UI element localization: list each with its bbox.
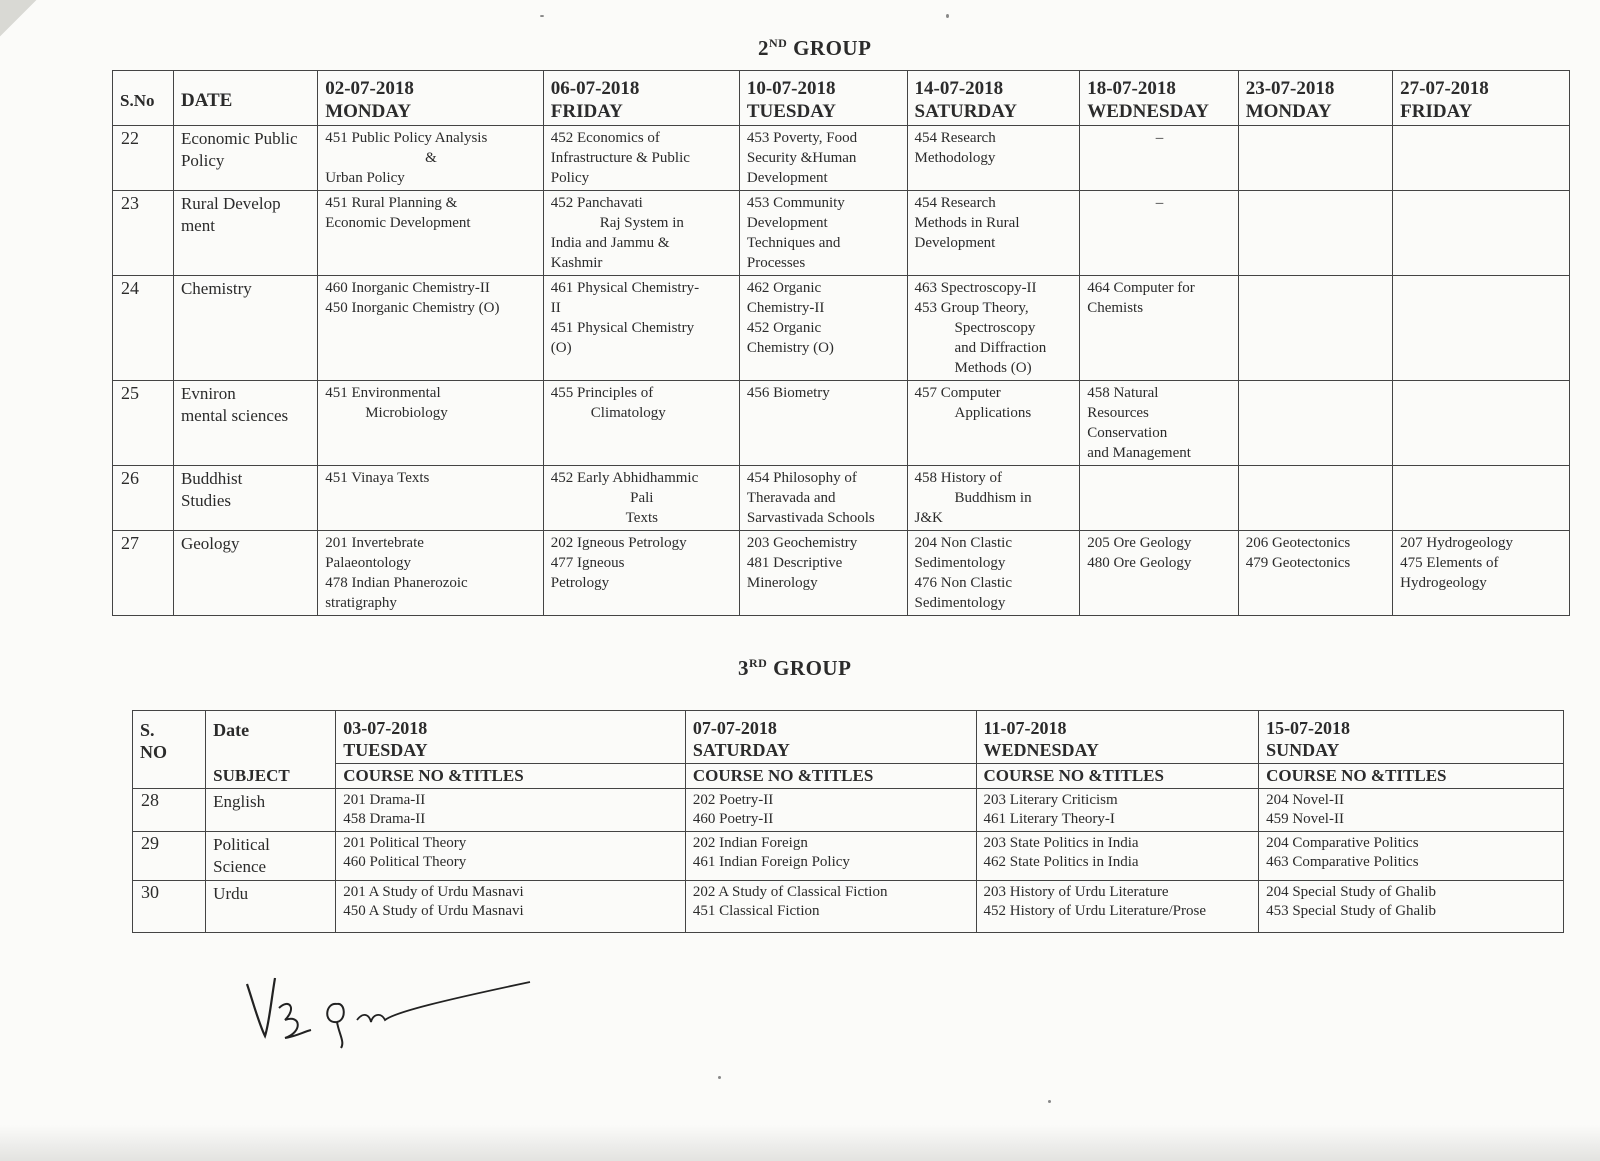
group3-schedule-table bbox=[132, 710, 1564, 933]
course-cell bbox=[1259, 881, 1564, 933]
course-cell bbox=[976, 789, 1259, 832]
cell-line: 202 Igneous Petrology bbox=[550, 535, 687, 551]
exam-day: WEDNESDAY bbox=[983, 740, 1099, 760]
course-cell bbox=[1393, 466, 1570, 531]
cell-line: Hydrogeology bbox=[1400, 575, 1487, 591]
cell-line: 461 Physical Chemistry- bbox=[550, 280, 700, 296]
cell-line: 203 Literary Criticism bbox=[983, 792, 1118, 808]
serial-number-cell: 23 bbox=[113, 191, 174, 276]
group2-title-sup: ND bbox=[769, 36, 788, 50]
cell-line: Microbiology bbox=[365, 405, 448, 421]
course-cell bbox=[739, 191, 907, 276]
cell-line: 458 Natural bbox=[1087, 385, 1159, 401]
course-cell bbox=[685, 789, 976, 832]
course-cell bbox=[336, 832, 686, 881]
exam-date: 06-07-2018 bbox=[550, 78, 640, 99]
cell-line: 460 Inorganic Chemistry-II bbox=[325, 280, 490, 296]
cell-line: Conservation bbox=[1087, 425, 1168, 441]
cell-line: Urban Policy bbox=[325, 170, 405, 186]
table-row bbox=[133, 832, 1564, 881]
exam-date: 02-07-2018 bbox=[325, 78, 414, 99]
serial-number-cell: 22 bbox=[113, 126, 174, 191]
course-cell bbox=[739, 276, 907, 381]
subject-cell bbox=[173, 381, 317, 466]
cell-line: 475 Elements of bbox=[1400, 555, 1499, 571]
serial-number-cell: 25 bbox=[113, 381, 174, 466]
cell-line: Chemistry (O) bbox=[746, 340, 834, 356]
subject-cell bbox=[173, 276, 317, 381]
exam-date-header bbox=[1238, 71, 1392, 126]
cell-line: Economic Public bbox=[180, 129, 298, 148]
cell-line: II bbox=[550, 300, 561, 316]
cell-line: 453 Poverty, Food bbox=[746, 130, 858, 146]
course-cell bbox=[976, 881, 1259, 933]
date-header: Date bbox=[206, 711, 336, 764]
cell-line: 201 Invertebrate bbox=[325, 535, 424, 551]
scan-speck bbox=[718, 1076, 721, 1079]
cell-line: 204 Comparative Politics bbox=[1266, 835, 1419, 851]
cell-line: 450 Inorganic Chemistry (O) bbox=[325, 300, 500, 316]
course-cell bbox=[739, 126, 907, 191]
exam-date-header bbox=[543, 71, 739, 126]
cell-line: Applications bbox=[954, 405, 1032, 421]
exam-date: 15-07-2018 bbox=[1266, 718, 1351, 738]
exam-date-header bbox=[1080, 71, 1239, 126]
exam-day: SUNDAY bbox=[1266, 740, 1340, 760]
course-cell bbox=[1238, 466, 1392, 531]
cell-line: Science bbox=[213, 857, 267, 876]
course-titles-header: COURSE NO &TITLES bbox=[336, 764, 686, 789]
course-cell bbox=[1238, 126, 1392, 191]
cell-line: Security &Human bbox=[746, 150, 857, 166]
exam-date-header bbox=[685, 711, 976, 764]
cell-line: 457 Computer bbox=[914, 385, 1001, 401]
exam-day: SATURDAY bbox=[692, 740, 790, 760]
course-cell bbox=[1080, 126, 1239, 191]
cell-line: Buddhist bbox=[180, 469, 243, 488]
cell-line: 477 Igneous bbox=[550, 555, 625, 571]
course-cell bbox=[1080, 466, 1239, 531]
cell-line: 463 Comparative Politics bbox=[1266, 854, 1419, 870]
exam-date: 03-07-2018 bbox=[343, 718, 428, 738]
cell-line: Studies bbox=[180, 491, 232, 510]
exam-day: MONDAY bbox=[1245, 101, 1332, 122]
cell-line: Minerology bbox=[746, 575, 818, 591]
course-cell bbox=[318, 126, 544, 191]
subject-header: SUBJECT bbox=[206, 764, 336, 789]
course-cell bbox=[318, 191, 544, 276]
exam-date-header bbox=[976, 711, 1259, 764]
cell-line: Raj System in bbox=[599, 215, 684, 231]
cell-line: 204 Special Study of Ghalib bbox=[1266, 884, 1437, 900]
exam-day: SATURDAY bbox=[914, 101, 1017, 122]
cell-line: 462 State Politics in India bbox=[983, 854, 1139, 870]
course-cell bbox=[739, 381, 907, 466]
cell-line: 463 Spectroscopy-II bbox=[914, 280, 1037, 296]
cell-line: 459 Novel-II bbox=[1266, 811, 1344, 827]
course-cell bbox=[1259, 789, 1564, 832]
cell-line: 451 Rural Planning & bbox=[325, 195, 458, 211]
course-cell bbox=[907, 276, 1080, 381]
serial-number-cell: 24 bbox=[113, 276, 174, 381]
subject-cell bbox=[206, 789, 336, 832]
cell-line: 458 Drama-II bbox=[343, 811, 426, 827]
group2-schedule-table bbox=[112, 70, 1570, 616]
group3-title-number: 3 bbox=[738, 656, 749, 680]
cell-line: 451 Physical Chemistry bbox=[550, 320, 695, 336]
exam-date-header bbox=[739, 71, 907, 126]
cell-line: 458 History of bbox=[914, 470, 1002, 486]
cell-line: 451 Environmental bbox=[325, 385, 441, 401]
course-titles-header: COURSE NO &TITLES bbox=[1259, 764, 1564, 789]
group3-subheader-row bbox=[133, 764, 1564, 789]
course-cell bbox=[543, 276, 739, 381]
exam-day: MONDAY bbox=[325, 101, 412, 122]
cell-line: Infrastructure & Public bbox=[550, 150, 690, 166]
cell-line: Sedimentology bbox=[914, 555, 1006, 571]
group3-title-suffix: GROUP bbox=[767, 656, 852, 680]
course-cell bbox=[976, 832, 1259, 881]
cell-line: stratigraphy bbox=[325, 595, 397, 611]
subject-cell bbox=[173, 191, 317, 276]
cell-line: Chemistry bbox=[180, 279, 252, 298]
cell-line: 454 Research bbox=[914, 130, 996, 146]
cell-line: (O) bbox=[550, 340, 572, 356]
cell-line: Economic Development bbox=[325, 215, 471, 231]
cell-line: Petrology bbox=[550, 575, 610, 591]
cell-line: 480 Ore Geology bbox=[1087, 555, 1192, 571]
cell-line: 204 Non Clastic bbox=[914, 535, 1012, 551]
cell-line: 456 Biometry bbox=[746, 385, 830, 401]
scan-speck bbox=[946, 14, 949, 18]
cell-line: Sedimentology bbox=[914, 595, 1006, 611]
cell-line: 453 Group Theory, bbox=[914, 300, 1029, 316]
cell-line: 451 Vinaya Texts bbox=[325, 470, 430, 486]
subject-cell bbox=[206, 832, 336, 881]
course-cell bbox=[739, 466, 907, 531]
table-row bbox=[113, 531, 1570, 616]
cell-line: and Diffraction bbox=[954, 340, 1047, 356]
date-header: DATE bbox=[173, 71, 317, 126]
cell-line: 451 Classical Fiction bbox=[692, 903, 820, 919]
cell-line: 204 Novel-II bbox=[1266, 792, 1344, 808]
cell-line: 206 Geotectonics bbox=[1245, 535, 1351, 551]
cell-line: 453 Special Study of Ghalib bbox=[1266, 903, 1437, 919]
cell-line: 201 Political Theory bbox=[343, 835, 467, 851]
exam-date-header bbox=[318, 71, 544, 126]
course-titles-header: COURSE NO &TITLES bbox=[976, 764, 1259, 789]
cell-line: Kashmir bbox=[550, 255, 603, 271]
group3-title-sup: RD bbox=[749, 656, 768, 670]
serial-number-cell: 27 bbox=[113, 531, 174, 616]
cell-line: 452 Panchavati bbox=[550, 195, 643, 211]
exam-date: 07-07-2018 bbox=[692, 718, 777, 738]
cell-line: Methods (O) bbox=[954, 360, 1032, 376]
table-row bbox=[113, 191, 1570, 276]
cell-line: 202 A Study of Classical Fiction bbox=[692, 884, 888, 900]
cell-line: 207 Hydrogeology bbox=[1400, 535, 1514, 551]
course-cell bbox=[318, 276, 544, 381]
cell-line: Texts bbox=[625, 510, 658, 526]
cell-line: 205 Ore Geology bbox=[1087, 535, 1192, 551]
cell-line: mental sciences bbox=[180, 406, 289, 425]
serial-number-cell: 30 bbox=[133, 881, 206, 933]
course-cell bbox=[1393, 276, 1570, 381]
cell-line: 462 Organic bbox=[746, 280, 822, 296]
course-cell bbox=[907, 191, 1080, 276]
cell-line: ment bbox=[180, 216, 215, 235]
cell-line: Techniques and bbox=[746, 235, 841, 251]
cell-line: 461 Indian Foreign Policy bbox=[692, 854, 850, 870]
cell-line: 452 Early Abhidhammic bbox=[550, 470, 699, 486]
course-cell bbox=[907, 466, 1080, 531]
cell-line: 203 History of Urdu Literature bbox=[983, 884, 1169, 900]
cell-line: Sarvastivada Schools bbox=[746, 510, 875, 526]
course-cell bbox=[1238, 276, 1392, 381]
course-cell bbox=[739, 531, 907, 616]
cell-line: Policy bbox=[180, 151, 225, 170]
course-cell bbox=[543, 466, 739, 531]
cell-line: Resources bbox=[1087, 405, 1149, 421]
exam-date: 23-07-2018 bbox=[1245, 78, 1335, 99]
course-cell bbox=[907, 531, 1080, 616]
cell-line: India and Jammu & bbox=[550, 235, 670, 251]
cell-line: Methodology bbox=[914, 150, 996, 166]
serial-number-cell: 28 bbox=[133, 789, 206, 832]
course-cell bbox=[1393, 531, 1570, 616]
course-cell bbox=[685, 832, 976, 881]
course-cell bbox=[1393, 191, 1570, 276]
course-cell bbox=[318, 466, 544, 531]
scan-speck bbox=[1048, 1100, 1051, 1103]
course-cell bbox=[336, 789, 686, 832]
cell-line: 452 Organic bbox=[746, 320, 822, 336]
cell-line: Spectroscopy bbox=[954, 320, 1036, 336]
course-cell bbox=[318, 381, 544, 466]
course-cell bbox=[907, 381, 1080, 466]
subject-cell bbox=[173, 466, 317, 531]
course-cell bbox=[336, 881, 686, 933]
sno-header: S.No bbox=[113, 71, 174, 126]
table-row bbox=[133, 881, 1564, 933]
table-row bbox=[113, 276, 1570, 381]
group2-title-suffix: GROUP bbox=[787, 36, 872, 60]
sno-header-top: S. bbox=[140, 720, 155, 740]
cell-line: Political bbox=[213, 835, 270, 854]
course-cell bbox=[543, 126, 739, 191]
course-cell bbox=[543, 531, 739, 616]
scan-bottom-edge bbox=[0, 1125, 1600, 1161]
sno-header bbox=[133, 711, 206, 789]
cell-line: Policy bbox=[550, 170, 590, 186]
cell-line: 460 Political Theory bbox=[343, 854, 467, 870]
cell-line: Palaeontology bbox=[325, 555, 412, 571]
exam-day: TUESDAY bbox=[746, 101, 836, 122]
cell-line: English bbox=[213, 792, 266, 811]
subject-cell bbox=[206, 881, 336, 933]
cell-line: – bbox=[1155, 195, 1164, 211]
cell-line: 203 Geochemistry bbox=[746, 535, 858, 551]
exam-date: 18-07-2018 bbox=[1087, 78, 1176, 99]
scan-speck bbox=[540, 15, 544, 17]
table-row bbox=[113, 381, 1570, 466]
serial-number-cell: 29 bbox=[133, 832, 206, 881]
cell-line: Evniron bbox=[180, 384, 236, 403]
exam-date-header bbox=[1393, 71, 1570, 126]
table-row bbox=[113, 126, 1570, 191]
exam-date: 11-07-2018 bbox=[983, 718, 1067, 738]
cell-line: Methods in Rural bbox=[914, 215, 1020, 231]
course-cell bbox=[1080, 191, 1239, 276]
cell-line: 450 A Study of Urdu Masnavi bbox=[343, 903, 524, 919]
subject-cell bbox=[173, 126, 317, 191]
exam-date-header bbox=[336, 711, 686, 764]
exam-day: FRIDAY bbox=[550, 101, 623, 122]
group2-title bbox=[758, 36, 871, 61]
cell-line: 202 Indian Foreign bbox=[692, 835, 808, 851]
cell-line: 201 Drama-II bbox=[343, 792, 426, 808]
group3-title bbox=[738, 656, 851, 681]
signature-icon bbox=[245, 972, 545, 1052]
cell-line: 460 Poetry-II bbox=[692, 811, 774, 827]
cell-line: Development bbox=[746, 215, 828, 231]
sno-header-bottom: NO bbox=[140, 742, 167, 762]
course-cell bbox=[685, 881, 976, 933]
cell-line: 453 Community bbox=[746, 195, 845, 211]
cell-line: Pali bbox=[630, 490, 654, 506]
exam-date: 10-07-2018 bbox=[746, 78, 836, 99]
cell-line: 461 Literary Theory-I bbox=[983, 811, 1115, 827]
cell-line: J&K bbox=[914, 510, 943, 526]
course-cell bbox=[1080, 381, 1239, 466]
cell-line: 455 Principles of bbox=[550, 385, 654, 401]
course-cell bbox=[1393, 381, 1570, 466]
exam-day: TUESDAY bbox=[343, 740, 428, 760]
cell-line: & bbox=[425, 150, 437, 166]
cell-line: 481 Descriptive bbox=[746, 555, 843, 571]
cell-line: 454 Philosophy of bbox=[746, 470, 857, 486]
cell-line: Development bbox=[746, 170, 828, 186]
cell-line: 201 A Study of Urdu Masnavi bbox=[343, 884, 524, 900]
cell-line: 203 State Politics in India bbox=[983, 835, 1139, 851]
course-cell bbox=[907, 126, 1080, 191]
course-cell bbox=[543, 381, 739, 466]
course-cell bbox=[1238, 381, 1392, 466]
cell-line: 464 Computer for bbox=[1087, 280, 1195, 296]
exam-date: 27-07-2018 bbox=[1400, 78, 1489, 99]
cell-line: Chemistry-II bbox=[746, 300, 825, 316]
exam-day: FRIDAY bbox=[1400, 101, 1473, 122]
exam-date: 14-07-2018 bbox=[914, 78, 1004, 99]
course-cell bbox=[1080, 276, 1239, 381]
subject-cell bbox=[173, 531, 317, 616]
table-row bbox=[133, 789, 1564, 832]
serial-number-cell: 26 bbox=[113, 466, 174, 531]
cell-line: 479 Geotectonics bbox=[1245, 555, 1351, 571]
course-cell bbox=[1238, 191, 1392, 276]
cell-line: Geology bbox=[180, 534, 240, 553]
course-cell bbox=[1080, 531, 1239, 616]
exam-date-header bbox=[907, 71, 1080, 126]
scan-corner-mark bbox=[0, 0, 40, 40]
course-cell bbox=[1238, 531, 1392, 616]
cell-line: Theravada and bbox=[746, 490, 836, 506]
cell-line: Development bbox=[914, 235, 996, 251]
cell-line: 452 History of Urdu Literature/Prose bbox=[983, 903, 1206, 919]
course-cell bbox=[1393, 126, 1570, 191]
cell-line: Buddhism in bbox=[954, 490, 1032, 506]
course-titles-header: COURSE NO &TITLES bbox=[685, 764, 976, 789]
cell-line: 452 Economics of bbox=[550, 130, 660, 146]
exam-day: WEDNESDAY bbox=[1087, 101, 1209, 122]
cell-line: Urdu bbox=[213, 884, 249, 903]
cell-line: 451 Public Policy Analysis bbox=[325, 130, 488, 146]
group2-header-row bbox=[113, 71, 1570, 126]
exam-date-header bbox=[1259, 711, 1564, 764]
cell-line: – bbox=[1155, 130, 1164, 146]
group3-header-row bbox=[133, 711, 1564, 764]
cell-line: Chemists bbox=[1087, 300, 1144, 316]
cell-line: Processes bbox=[746, 255, 806, 271]
cell-line: 454 Research bbox=[914, 195, 996, 211]
course-cell bbox=[318, 531, 544, 616]
table-row bbox=[113, 466, 1570, 531]
cell-line: Climatology bbox=[590, 405, 666, 421]
cell-line: and Management bbox=[1087, 445, 1191, 461]
course-cell bbox=[543, 191, 739, 276]
cell-line: 476 Non Clastic bbox=[914, 575, 1012, 591]
cell-line: Rural Develop bbox=[180, 194, 281, 213]
course-cell bbox=[1259, 832, 1564, 881]
cell-line: 202 Poetry-II bbox=[692, 792, 774, 808]
cell-line: 478 Indian Phanerozoic bbox=[325, 575, 468, 591]
group2-title-number: 2 bbox=[758, 36, 769, 60]
